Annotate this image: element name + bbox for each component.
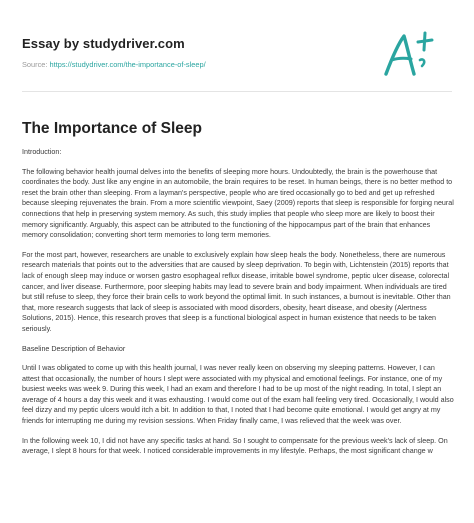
section-label-baseline: Baseline Description of Behavior (22, 344, 126, 353)
source-line (22, 60, 206, 69)
page-title: The Importance of Sleep (22, 120, 203, 137)
a-plus-logo-icon (380, 28, 436, 80)
source-label: Source: (22, 60, 50, 69)
paragraph: For the most part, however, researchers are unable to exclusively explain how sleep heals the body. Nonetheless, there are numerous research materials that points out to the adversities that are caused by sleep deprivation. To begin with, Lichtenstein (2015) reports that lack of enough sleep may induce or worsen gastro esophageal reflux disease, irritable bowel syndrome, peptic ulcer disease, colorectal cancer, and liver disease. Furthermore, poor sleeping habits may lead to severe brain and body impairment. When individuals are tired but still refuse to sleep, they force their brain cells to work beyond the optimal limit. In such instances, a burnout is inevitable. Other than that, more research suggests that lack of sleep is associated with mood disorders, obesity, heart disease, and obesity (Alertness Solutions, 2015). Hence, this research proves that sleep is a functional biological aspect in human existence that needs to be taken seriously. (22, 250, 451, 333)
header-divider (22, 91, 452, 92)
paragraph: Until I was obligated to come up with this health journal, I was never really keen on observing my sleeping patterns. However, I can attest that occasionally, the number of hours I slept were associated with my physical and emotional feelings. For instance, one of my busiest weeks was week 9. During this week, I had an exam and therefore I had to be up most of the night reading. In total, I slept an average of 4 hours a day this week and it was exhausting. I would come out of the exam hall feeling very tired. Occasionally, I would also feel dizzy and my peptic ulcers would itch a bit. In addition to that, I noted that I had become quite emotional. I would get angry at my friends for interrupting me during my revision sessions. When Friday finally came, I was relieved that the week was over. (22, 364, 454, 426)
paragraph: In the following week 10, I did not have any specific tasks at hand. So I sought to compensate for the previous week's lack of sleep. On average, I slept 8 hours for that week. I noticed considerable improvements in my lifestyle. Perhaps, the most significant change w (22, 436, 448, 456)
paragraph: The following behavior health journal delves into the benefits of sleeping more hours. Undoubtedly, the brain is the powerhouse that coordinates the body. Just like any engine in an automobile, the brain requires to be reset. In human beings, there is no better method to reset the brain other than sleeping. From a layman's perspective, people who are tired occasionally go to bed and get up refreshed because sleeping rejuvenates the brain. From a more scientific viewpoint, Saey (2009) reports that sleep is responsible for forging neural connections that help in preserving system memory. As such, this study implies that people who sleep more are likely to boost their memory significantly. Arguably, this aspect can be attributed to the functioning of the hippocampus part of the brain that enhances memory consolidation; converting short term memories to long term memories. (22, 167, 454, 240)
brand-title: Essay by studydriver.com (22, 36, 185, 51)
section-label-introduction: Introduction: (22, 148, 62, 156)
essay-body (22, 147, 454, 466)
source-link[interactable]: https://studydriver.com/the-importance-of-sleep/ (49, 60, 206, 69)
essay-header (22, 36, 206, 69)
